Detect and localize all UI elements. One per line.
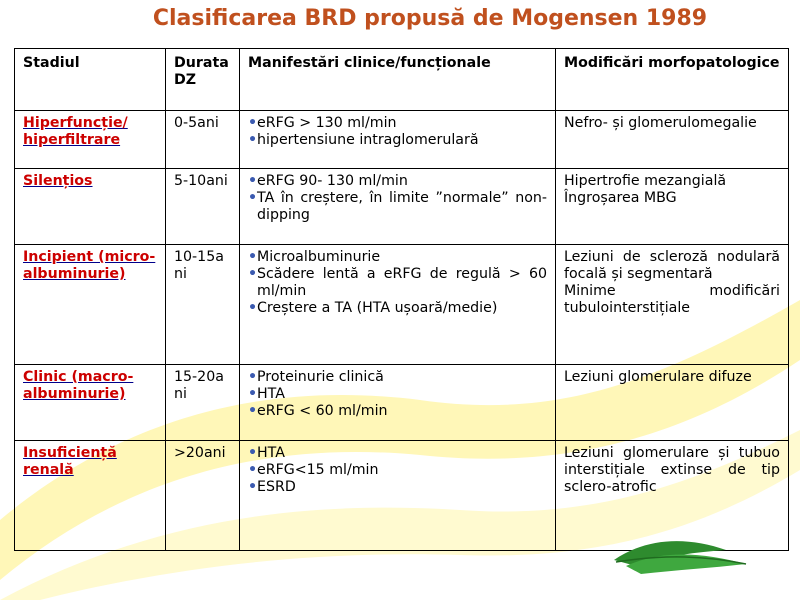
duration-cell: 5-10ani [166, 169, 240, 245]
clinical-item: • eRFG > 130 ml/min [248, 115, 547, 132]
header-duration: Durata DZ [166, 49, 240, 111]
clinical-item: • Proteinurie clinică [248, 369, 547, 386]
duration-cell: 0-5ani [166, 111, 240, 169]
clinical-item: • TA în creștere, în limite ”normale” non-dipping [248, 190, 547, 224]
clinical-cell [240, 365, 556, 441]
green-leaf-icon [606, 530, 756, 580]
table-row [15, 245, 789, 365]
duration-cell: 10-15ani [166, 245, 240, 365]
morphological-item: Minime modificări tubulointerstițiale [564, 283, 780, 316]
header-clinical: Manifestări clinice/funcționale [240, 49, 556, 111]
page-title: Clasificarea BRD propusă de Mogensen 1989 [152, 6, 708, 31]
clinical-item: • HTA [248, 445, 547, 462]
duration-cell: >20ani [166, 441, 240, 551]
clinical-cell [240, 169, 556, 245]
duration-cell: 15-20ani [166, 365, 240, 441]
table-header-row [15, 49, 789, 111]
morphological-cell [556, 245, 789, 365]
classification-table [14, 48, 789, 551]
table-row [15, 111, 789, 169]
clinical-item: • eRFG<15 ml/min [248, 462, 547, 479]
stage-cell: Silențios [15, 169, 166, 245]
morphological-item: Leziuni de scleroză nodulară focală și segmentară [564, 249, 780, 282]
clinical-cell [240, 441, 556, 551]
table-row [15, 365, 789, 441]
morphological-item: Nefro- și glomerulomegalie [564, 115, 757, 131]
table-row [15, 169, 789, 245]
clinical-cell [240, 245, 556, 365]
morphological-cell [556, 169, 789, 245]
stage-cell: Insuficiență renală [15, 441, 166, 551]
stage-cell: Hiperfuncție/ hiperfiltrare [15, 111, 166, 169]
clinical-item: • eRFG 90- 130 ml/min [248, 173, 547, 190]
morphological-item: Leziuni glomerulare difuze [564, 369, 752, 385]
clinical-cell [240, 111, 556, 169]
morphological-item: Leziuni glomerulare și tubuo interstițiale extinse de tip sclero-atrofic [564, 445, 780, 495]
morphological-cell [556, 111, 789, 169]
clinical-item: • hipertensiune intraglomerulară [248, 132, 547, 149]
clinical-item: • ESRD [248, 479, 547, 496]
stage-cell: Incipient (micro-albuminurie) [15, 245, 166, 365]
clinical-item: • HTA [248, 386, 547, 403]
clinical-item: • Scădere lentă a eRFG de regulă > 60 ml/min [248, 266, 547, 300]
stage-cell: Clinic (macro-albuminurie) [15, 365, 166, 441]
header-morphological: Modificări morfopatologice [556, 49, 789, 111]
clinical-item: • eRFG < 60 ml/min [248, 403, 547, 420]
morphological-cell [556, 365, 789, 441]
morphological-item: Hipertrofie mezangială [564, 173, 727, 189]
clinical-item: • Creștere a TA (HTA ușoară/medie) [248, 300, 547, 317]
header-stage: Stadiul [15, 49, 166, 111]
morphological-item: Îngroșarea MBG [564, 190, 677, 206]
clinical-item: • Microalbuminurie [248, 249, 547, 266]
